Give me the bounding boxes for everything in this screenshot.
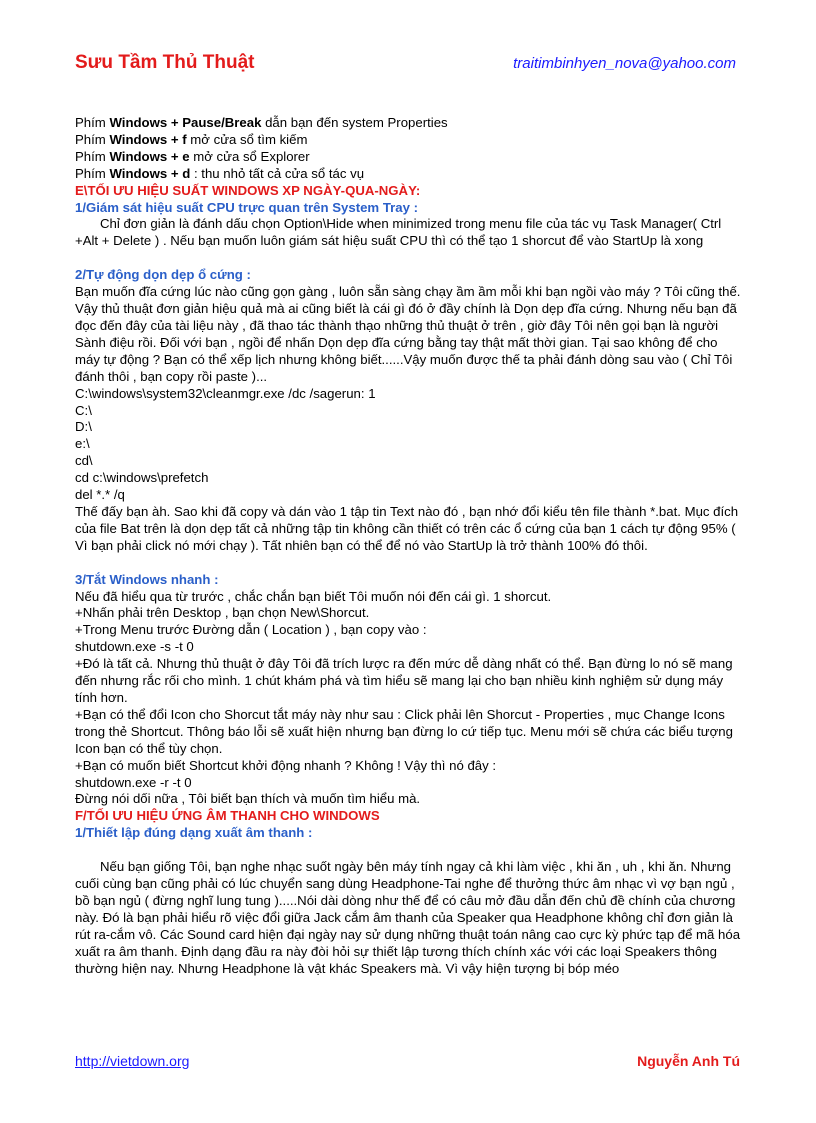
section-e2-after: Thế đấy bạn àh. Sao khi đã copy và dán vào 1 tập tin Text nào đó , bạn nhớ đổi kiểu tên file thành *.bat. Mục đích của file Bat trên là dọn dẹp tất cả những tập tin không cần thiết có trên các ổ cứng của bạn 1 cách tự động 95% ( Vì bạn phải click nó mới chạy ). Tất nhiên bạn có thể để nó vào StartUp là trở thành 100% đó thôi. bbox=[75, 503, 739, 553]
code-line: cd\ bbox=[75, 453, 93, 469]
page-header-title: Sưu Tầm Thủ Thuật bbox=[75, 52, 255, 73]
code-line: cd c:\windows\prefetch bbox=[75, 470, 209, 486]
section-e3-line: Nếu đã hiểu qua từ trước , chắc chắn bạn biết Tôi muốn nói đến cái gì. 1 shorcut. bbox=[75, 588, 552, 604]
code-line: C:\windows\system32\cleanmgr.exe /dc /sagerun: 1 bbox=[75, 385, 376, 401]
footer-author: Nguyễn Anh Tú bbox=[637, 1053, 740, 1069]
section-e3-line: +Nhấn phải trên Desktop , bạn chọn New\Shorcut. bbox=[75, 605, 370, 621]
section-e3-line: Đừng nói dối nữa , Tôi biết bạn thích và muốn tìm hiểu mà. bbox=[75, 791, 421, 807]
section-e2-heading: 2/Tự động dọn dẹp ổ cứng : bbox=[75, 267, 251, 283]
section-e3-heading: 3/Tắt Windows nhanh : bbox=[75, 571, 219, 587]
section-f-heading: F/TỐI ƯU HIỆU ỨNG ÂM THANH CHO WINDOWS bbox=[75, 808, 380, 824]
code-line: e:\ bbox=[75, 436, 90, 452]
section-f1-body: Nếu bạn giống Tôi, bạn nghe nhạc suốt ngày bên máy tính ngay cả khi làm việc , khi ăn , uh , khi ăn. Nhưng cuối cùng bạn cũng phải có lúc chuyển sang dùng Headphone-Tai nghe để thưởng thức âm nhạc vì vợ bạn ngủ , bồ bạn ngủ ( đừng nghĩ lung tung ).....Nói dài dòng như thế để có câu mở đầu dẫn đến chủ đề chính của chương này. Đó là bạn phải hiểu rõ việc đổi giữa Jack cắm âm thanh của Speaker qua Headphone không chỉ đơn giản là rút ra-cắm vô. Các Sound card hiện đại ngày nay sử dụng những thuật toán nâng cao cực kỳ phức tạp để mã hóa xuất ra âm thanh. Định dạng đầu ra này đòi hỏi sự thiết lập tương thích chính xác với các loại Speakers thông thường hiện nay. Nhưng Headphone là vật khác Speakers mà. Vì vậy hiện tượng bị bóp méo bbox=[75, 859, 741, 976]
section-f1-heading: 1/Thiết lập đúng dạng xuất âm thanh : bbox=[75, 825, 313, 841]
shortcut-line: Phím Windows + e mở cửa sổ Explorer bbox=[75, 148, 310, 164]
code-line: D:\ bbox=[75, 419, 92, 435]
document-body bbox=[75, 115, 741, 978]
section-e3-line: +Trong Menu trước Đường dẫn ( Location ) , bạn copy vào : bbox=[75, 622, 427, 638]
section-e1-heading: 1/Giám sát hiệu suất CPU trực quan trên System Tray : bbox=[75, 199, 419, 215]
shortcut-line: Phím Windows + f mở cửa sổ tìm kiếm bbox=[75, 131, 308, 147]
section-e3-line: shutdown.exe -r -t 0 bbox=[75, 774, 192, 790]
section-e3-line: +Bạn có muốn biết Shortcut khởi động nhanh ? Không ! Vậy thì nó đây : bbox=[75, 757, 497, 773]
section-e3-line: shutdown.exe -s -t 0 bbox=[75, 639, 194, 655]
section-e1-body: Chỉ đơn giản là đánh dấu chọn Option\Hide when minimized trong menu file của tác vụ Task Manager( Ctrl +Alt + Delete ) . Nếu bạn muốn luôn giám sát hiệu suất CPU thì có thể tạo 1 shorcut để vào StartUp là xong bbox=[75, 216, 722, 249]
code-line: del *.* /q bbox=[75, 487, 125, 503]
shortcut-line: Phím Windows + d : thu nhỏ tất cả cửa sổ tác vụ bbox=[75, 165, 365, 181]
section-e2-body: Bạn muốn đĩa cứng lúc nào cũng gọn gàng , luôn sẵn sàng chạy ầm ầm mỗi khi bạn ngồi vào máy ? Tôi cũng thế. Vậy thủ thuật đơn giản hiệu quả mà ai cũng biết là cái gì đó ở đầy chính là Dọn dẹp đĩa cứng. Nhưng nếu bạn đã đọc đến đây của tài liệu này , đã thao tác thành thạo những thủ thuật ở trên , giờ đây Tôi nên gọi bạn là người Sành điệu rồi. Đối với bạn , ngồi để nhấn Dọn dẹp đĩa cứng bằng tay thật mất thời gian. Tại sao không để cho máy tự động ? Bạn có thể xếp lịch nhưng không biết......Vậy muốn được thế ta phải đánh dòng sau vào ( Chỉ Tôi đánh thôi , bạn copy rồi paste )... bbox=[75, 284, 741, 384]
section-e3-line: +Đó là tất cả. Nhưng thủ thuật ở đây Tôi đã trích lược ra đến mức dễ dàng nhất có thể. Bạn đừng lo nó sẽ mang đến nhưng rắc rối cho mình. 1 chút khám phá và tìm hiểu sẽ mang lại cho bạn nhiều kinh nghiệm sử dụng máy tính hơn. bbox=[75, 656, 733, 705]
footer-link[interactable]: http://vietdown.org bbox=[75, 1053, 190, 1069]
section-e-heading: E\TỐI ƯU HIỆU SUẤT WINDOWS XP NGÀY-QUA-NGÀY: bbox=[75, 182, 421, 198]
code-line: C:\ bbox=[75, 402, 92, 418]
section-e3-line: +Bạn có thể đổi Icon cho Shorcut tắt máy này như sau : Click phải lên Shorcut - Properties , mục Change Icons trong thẻ Shortcut. Thông báo lỗi sẽ xuất hiện nhưng bạn đừng lo cứ tiếp tục. Menu mới sẽ chứa các biểu tượng Icon bạn có thể tùy chọn. bbox=[75, 706, 733, 756]
header-email[interactable]: traitimbinhyen_nova@yahoo.com bbox=[513, 55, 736, 72]
shortcut-line: Phím Windows + Pause/Break dẫn bạn đến system Properties bbox=[75, 115, 448, 130]
